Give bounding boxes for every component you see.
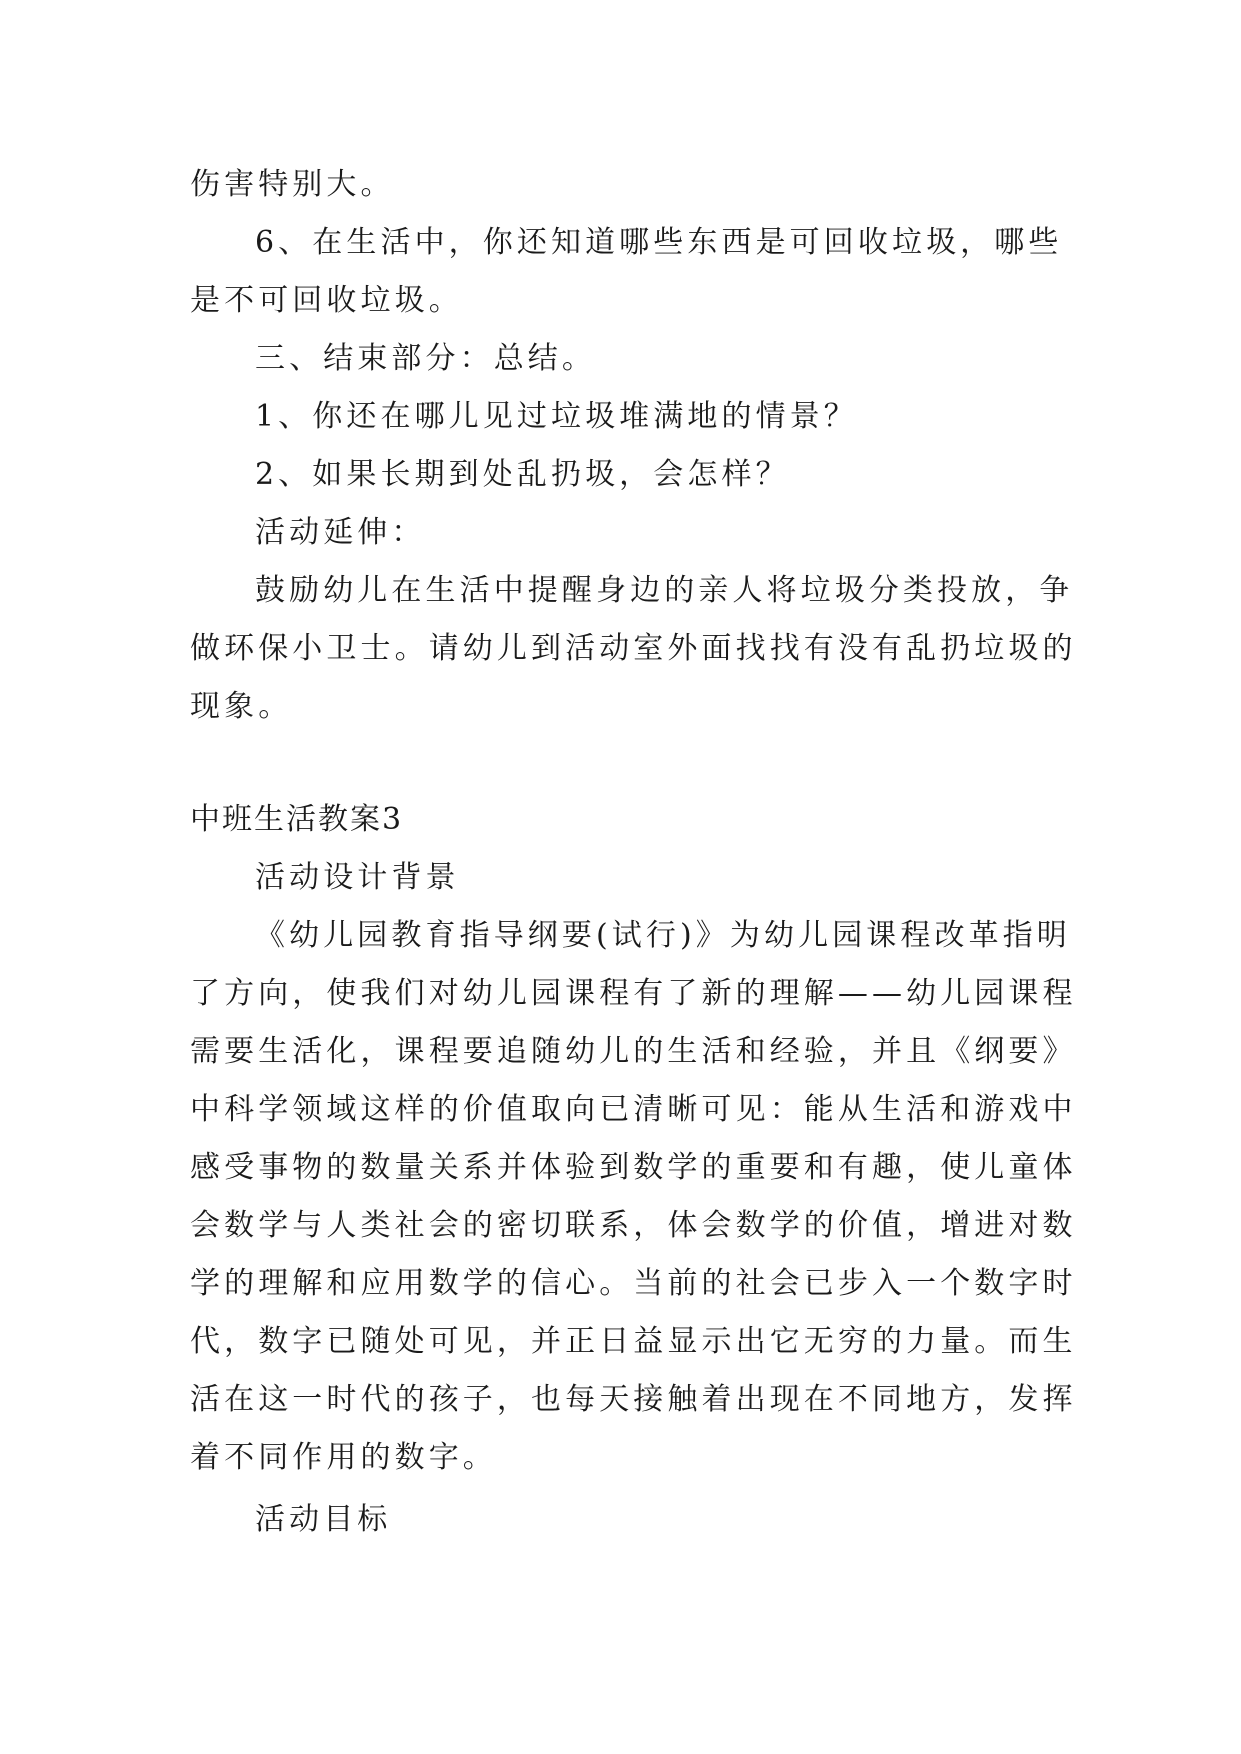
text-line: 2、如果长期到处乱扔圾，会怎样？ — [255, 457, 790, 492]
text-line: 是不可回收垃圾。 — [190, 283, 463, 318]
section-heading: 三、结束部分：总结。 — [255, 341, 596, 376]
text-line: 6、在生活中，你还知道哪些东西是可回收垃圾，哪些 — [255, 225, 1063, 260]
text-line: 《幼儿园教育指导纲要(试行)》为幼儿园课程改革指明 — [255, 918, 1071, 953]
text-line: 鼓励幼儿在生活中提醒身边的亲人将垃圾分类投放，争 — [255, 573, 1074, 608]
text-line: 做环保小卫士。请幼儿到活动室外面找找有没有乱扔垃圾的 — [190, 631, 1077, 666]
section-heading: 活动延伸： — [255, 515, 426, 550]
text-line: 中科学领域这样的价值取向已清晰可见：能从生活和游戏中 — [190, 1092, 1077, 1127]
text-line: 感受事物的数量关系并体验到数学的重要和有趣，使儿童体 — [190, 1150, 1077, 1185]
text-line: 着不同作用的数字。 — [190, 1440, 497, 1475]
text-line: 代，数字已随处可见，并正日益显示出它无穷的力量。而生 — [190, 1324, 1077, 1359]
document-title: 中班生活教案3 — [190, 802, 404, 837]
text-line: 活在这一时代的孩子，也每天接触着出现在不同地方，发挥 — [190, 1382, 1077, 1417]
text-line: 伤害特别大。 — [190, 167, 395, 202]
text-line: 1、你还在哪儿见过垃圾堆满地的情景？ — [255, 399, 858, 434]
text-line: 了方向，使我们对幼儿园课程有了新的理解——幼儿园课程 — [190, 976, 1077, 1011]
text-line: 需要生活化，课程要追随幼儿的生活和经验，并且《纲要》 — [190, 1034, 1077, 1069]
section-heading: 活动设计背景 — [255, 860, 460, 895]
text-line: 会数学与人类社会的密切联系，体会数学的价值，增进对数 — [190, 1208, 1077, 1243]
section-heading: 活动目标 — [255, 1502, 392, 1537]
text-line: 现象。 — [190, 689, 293, 724]
text-line: 学的理解和应用数学的信心。当前的社会已步入一个数字时 — [190, 1266, 1077, 1301]
